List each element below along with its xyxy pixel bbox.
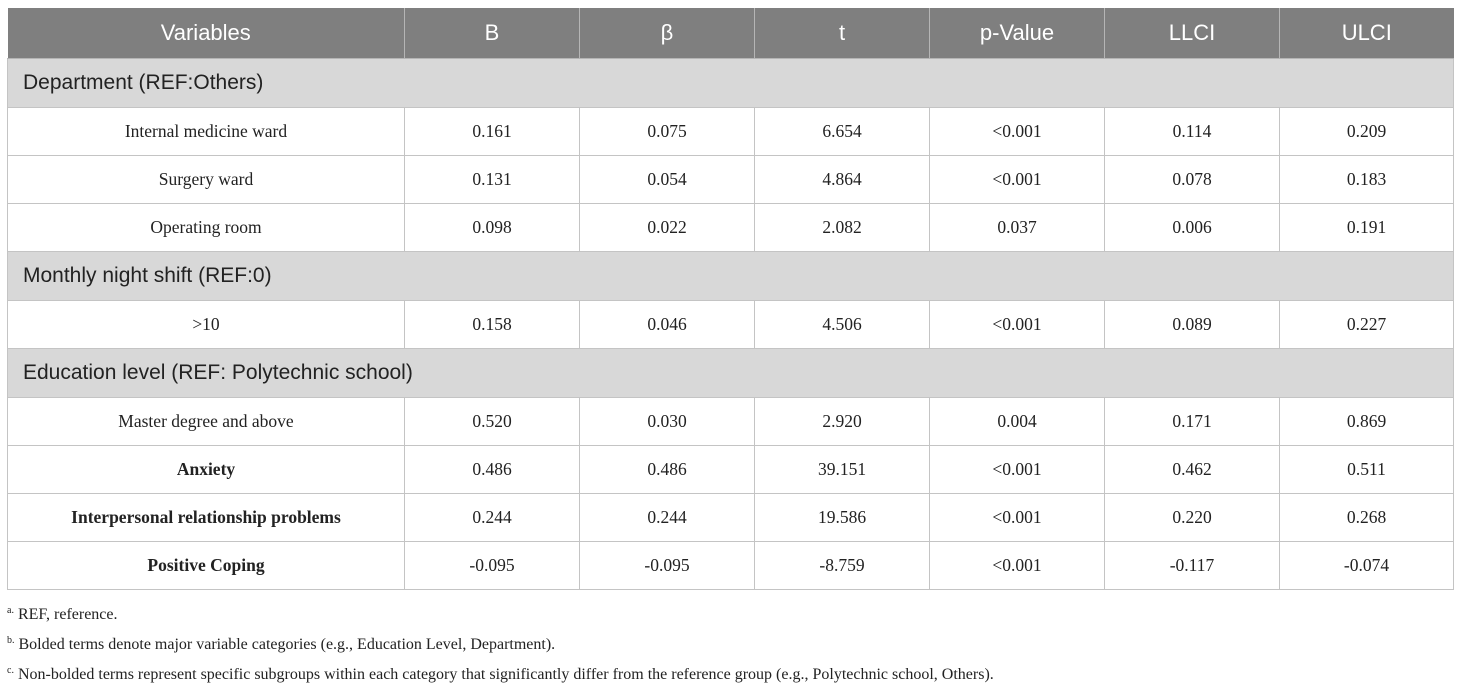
p-value: <0.001 [930,156,1105,204]
note-marker: b. [7,635,15,646]
table-row [8,542,1454,590]
note-a [7,598,1453,628]
llci-value: 0.078 [1105,156,1280,204]
table-row [8,204,1454,252]
llci-value: 0.006 [1105,204,1280,252]
b-value: 0.486 [405,446,580,494]
group-row [8,349,1454,398]
variable-label: Master degree and above [8,398,405,446]
ulci-value: 0.183 [1280,156,1454,204]
t-value: 2.920 [755,398,930,446]
b-value: 0.244 [405,494,580,542]
t-value: -8.759 [755,542,930,590]
beta-value: 0.046 [580,301,755,349]
t-value: 4.864 [755,156,930,204]
b-value: 0.161 [405,108,580,156]
beta-value: 0.486 [580,446,755,494]
note-text: REF, reference. [17,606,118,623]
ulci-value: 0.869 [1280,398,1454,446]
t-value: 19.586 [755,494,930,542]
ulci-value: 0.209 [1280,108,1454,156]
group-label: Education level (REF: Polytechnic school) [8,349,1454,398]
b-value: 0.520 [405,398,580,446]
p-value: <0.001 [930,108,1105,156]
variable-label: Positive Coping [8,542,405,590]
b-value: 0.158 [405,301,580,349]
header-beta: β [580,8,755,59]
llci-value: 0.089 [1105,301,1280,349]
b-value: 0.098 [405,204,580,252]
b-value: -0.095 [405,542,580,590]
b-value: 0.131 [405,156,580,204]
llci-value: -0.117 [1105,542,1280,590]
ulci-value: 0.511 [1280,446,1454,494]
beta-value: 0.022 [580,204,755,252]
p-value: <0.001 [930,542,1105,590]
table-row [8,446,1454,494]
llci-value: 0.220 [1105,494,1280,542]
header-variables: Variables [8,8,405,59]
llci-value: 0.462 [1105,446,1280,494]
table-row [8,301,1454,349]
group-row [8,59,1454,108]
beta-value: 0.030 [580,398,755,446]
header-b: B [405,8,580,59]
p-value: <0.001 [930,494,1105,542]
header-p-value: p-Value [930,8,1105,59]
variable-label: Surgery ward [8,156,405,204]
beta-value: 0.054 [580,156,755,204]
p-value: <0.001 [930,446,1105,494]
group-row [8,252,1454,301]
note-b [7,628,1453,658]
results-table [7,8,1454,590]
p-value: 0.004 [930,398,1105,446]
t-value: 2.082 [755,204,930,252]
group-label: Monthly night shift (REF:0) [8,252,1454,301]
variable-label: Anxiety [8,446,405,494]
variable-label: >10 [8,301,405,349]
header-t: t [755,8,930,59]
beta-value: 0.244 [580,494,755,542]
ulci-value: 0.191 [1280,204,1454,252]
t-value: 39.151 [755,446,930,494]
header-row [8,8,1454,59]
ulci-value: -0.074 [1280,542,1454,590]
group-label: Department (REF:Others) [8,59,1454,108]
note-marker: a. [7,605,14,616]
note-text: Bolded terms denote major variable categories (e.g., Education Level, Department). [18,636,556,653]
note-c [7,658,1453,688]
p-value: <0.001 [930,301,1105,349]
table-notes [7,598,1453,688]
llci-value: 0.114 [1105,108,1280,156]
header-llci: LLCI [1105,8,1280,59]
t-value: 6.654 [755,108,930,156]
llci-value: 0.171 [1105,398,1280,446]
table-body [8,59,1454,590]
ulci-value: 0.268 [1280,494,1454,542]
t-value: 4.506 [755,301,930,349]
variable-label: Interpersonal relationship problems [8,494,405,542]
variable-label: Operating room [8,204,405,252]
note-text: Non-bolded terms represent specific subgroups within each category that significantly differ from the reference group (e.g., Polytechnic school, Others). [17,666,994,683]
table-row [8,108,1454,156]
variable-label: Internal medicine ward [8,108,405,156]
header-ulci: ULCI [1280,8,1454,59]
results-table-container [7,8,1453,590]
table-row [8,494,1454,542]
ulci-value: 0.227 [1280,301,1454,349]
beta-value: 0.075 [580,108,755,156]
table-row [8,398,1454,446]
p-value: 0.037 [930,204,1105,252]
table-row [8,156,1454,204]
beta-value: -0.095 [580,542,755,590]
note-marker: c. [7,665,14,676]
